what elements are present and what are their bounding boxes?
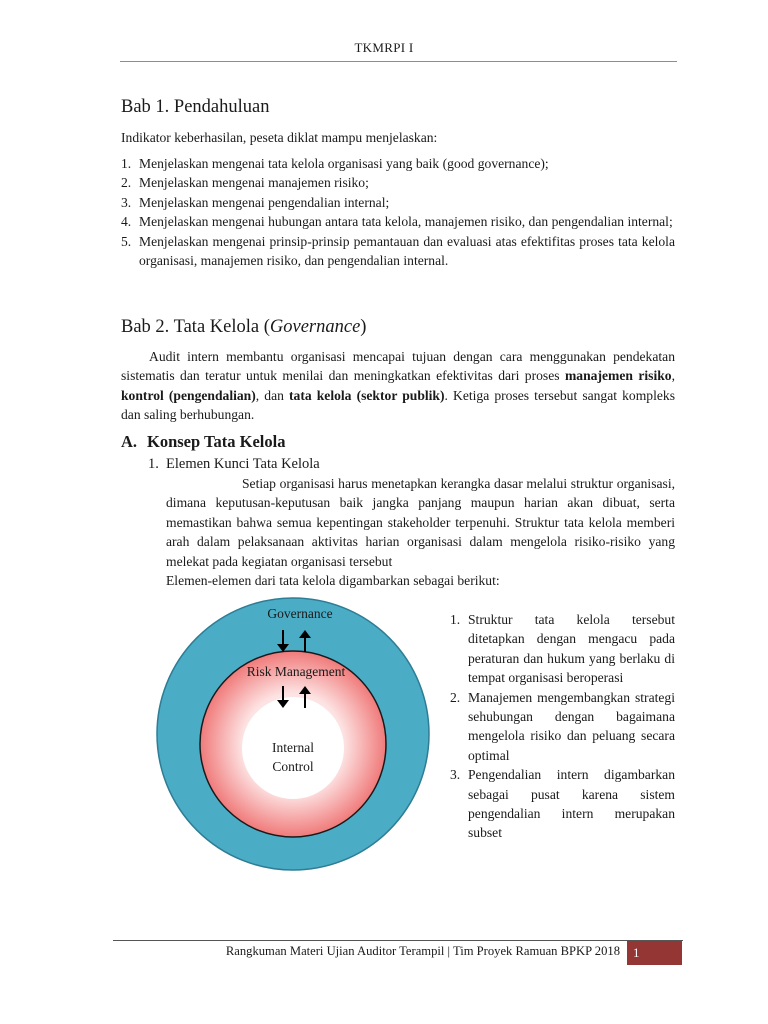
- bab1-intro: Indikator keberhasilan, peseta diklat mampu menjelaskan:: [121, 130, 438, 145]
- governance-diagram: [155, 596, 431, 872]
- section-a-heading: A. Konsep Tata Kelola: [121, 432, 286, 451]
- bab1-objective-list: [121, 154, 675, 270]
- list-item: 4. Menjelaskan mengenai hubungan antara tata kelola, manajemen risiko, dan pengendalian internal;: [121, 214, 673, 230]
- list-item: 2. Manajemen mengembangkan strategi sehubungan dengan bagaimana mengelola risiko dan peluang secara optimal: [450, 689, 675, 763]
- subsection-1-heading: 1. Elemen Kunci Tata Kelola: [148, 456, 320, 472]
- subsection-1-paragraph: Setiap organisasi harus menetapkan kerangka dasar melalui struktur organisasi, dimana keputusan-keputusan baik jangka panjang maupun harian akan dibuat, serta memastikan bahwa semua kepentingan stakeholder terpenuhi. Struktur tata kelola memberi arah dalam pelaksanaan aktivitas harian organisasi dalam mengelola risiko-risiko yang melekat pada kegiatan organisasi tersebut: [166, 476, 675, 569]
- bab2-paragraph: Audit intern membantu organisasi mencapai tujuan dengan cara menggunakan pendekatan sistematis dan teratur untuk menilai dan meningkatkan efektivitas dari proses manajemen risiko, kontrol (pengendalian), dan tata kelola (sektor publik). Ketiga proses tersebut sangat kompleks dan saling berhubungan.: [121, 349, 676, 423]
- footer-text: Rangkuman Materi Ujian Auditor Terampil | Tim Proyek Ramuan BPKP 2018: [225, 944, 620, 958]
- list-item: 1. Menjelaskan mengenai tata kelola organisasi yang baik (good governance);: [121, 156, 549, 171]
- subsection-1-lead: Elemen-elemen dari tata kelola digambarkan sebagai berikut:: [166, 573, 500, 588]
- governance-label: Governance: [267, 606, 333, 621]
- list-item: 3. Menjelaskan mengenai pengendalian internal;: [121, 194, 390, 210]
- list-item: 1. Struktur tata kelola tersebut ditetapkan dengan mengacu pada peraturan dan hukum yang berlaku di tempat organisasi beroperasi: [450, 612, 675, 686]
- list-item: 3. Pengendalian intern digambarkan sebagai pusat karena sistem pengendalian intern merupakan subset: [450, 767, 675, 841]
- page-number: 1: [627, 941, 682, 965]
- diagram-explanation-list: [450, 610, 675, 843]
- list-item: 5. Menjelaskan mengenai prinsip-prinsip pemantauan dan evaluasi atas efektifitas proses tata kelola organisasi, manajemen risiko, dan pengendalian internal.: [121, 233, 675, 269]
- bab1-heading: [121, 97, 270, 118]
- risk-management-label: Risk Management: [246, 664, 346, 679]
- running-header: TKMRPI I: [354, 40, 414, 55]
- bab2-heading: Bab 2. Tata Kelola (Governance): [121, 317, 367, 337]
- list-item: 2. Menjelaskan mengenai manajemen risiko;: [121, 175, 369, 191]
- internal-control-label-2: Control: [272, 759, 314, 774]
- header-rule: [120, 61, 677, 62]
- footer-rule: [113, 940, 683, 941]
- bab1-title: Bab 1. Pendahuluan: [121, 97, 270, 117]
- internal-control-label-1: Internal: [272, 740, 314, 755]
